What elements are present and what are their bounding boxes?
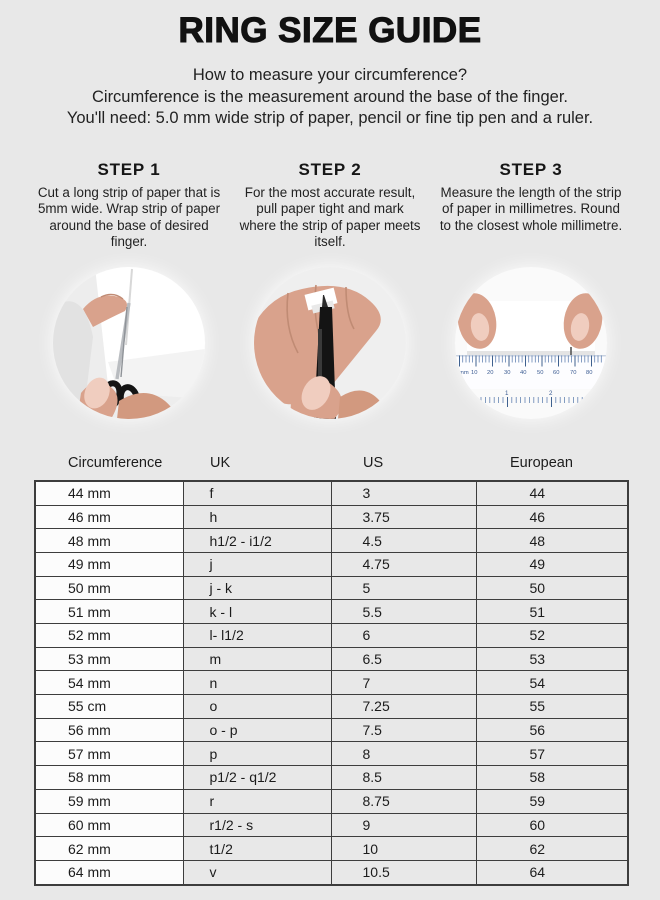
header-us: US (363, 454, 384, 471)
ruler-inch-unit-label: ins (461, 389, 469, 397)
cell-circumference: 54 mm (35, 671, 183, 695)
step-1 (29, 160, 230, 251)
step-3-photo-slot (431, 267, 632, 419)
table-row (35, 624, 628, 648)
cell-circumference: 53 mm (35, 647, 183, 671)
ruler-mm-50: 50 (537, 369, 544, 376)
photos-row (0, 267, 660, 419)
cell-circumference: 60 mm (35, 813, 183, 837)
cell-uk: l- l1/2 (183, 624, 331, 648)
cell-uk: j (183, 552, 331, 576)
header-uk: UK (210, 454, 231, 471)
cell-us: 7.25 (331, 695, 476, 719)
table-row (35, 647, 628, 671)
cell-uk: k - l (183, 600, 331, 624)
cell-us: 6.5 (331, 647, 476, 671)
header-circumference: Circumference (68, 454, 163, 471)
step-1-photo-slot (29, 267, 230, 419)
size-table-section (34, 455, 627, 886)
ruler-mm-80: 80 (586, 369, 593, 376)
cell-european: 62 (476, 837, 628, 861)
cell-circumference: 56 mm (35, 718, 183, 742)
cell-uk: t1/2 (183, 837, 331, 861)
step-2 (230, 160, 431, 251)
cell-circumference: 57 mm (35, 742, 183, 766)
cell-european: 55 (476, 695, 628, 719)
cell-uk: r (183, 789, 331, 813)
cell-us: 8.75 (331, 789, 476, 813)
ruler-mm-70: 70 (570, 369, 577, 376)
step-2-text: For the most accurate result, pull paper tight and mark where the strip of paper meets itself. (239, 184, 421, 250)
table-row (35, 552, 628, 576)
cell-us: 8 (331, 742, 476, 766)
cell-uk: h1/2 - i1/2 (183, 529, 331, 553)
table-row (35, 789, 628, 813)
table-row (35, 860, 628, 884)
scissors-photo-illustration (53, 267, 205, 419)
cell-circumference: 52 mm (35, 624, 183, 648)
cell-european: 57 (476, 742, 628, 766)
step-2-title: STEP 2 (298, 159, 362, 179)
step-2-photo-slot (230, 267, 431, 419)
cell-circumference: 44 mm (35, 481, 183, 505)
scissors-cutting-paper-photo (53, 267, 205, 419)
cell-uk: v (183, 860, 331, 884)
table-row (35, 671, 628, 695)
cell-european: 44 (476, 481, 628, 505)
cell-european: 48 (476, 529, 628, 553)
cell-us: 6 (331, 624, 476, 648)
ruler-mm-40: 40 (520, 369, 527, 376)
cell-uk: f (183, 481, 331, 505)
cell-us: 4.5 (331, 529, 476, 553)
ruler-inch-3: 3 (593, 389, 597, 397)
step-1-title: STEP 1 (97, 159, 161, 179)
cell-us: 5.5 (331, 600, 476, 624)
cell-circumference: 62 mm (35, 837, 183, 861)
cell-us: 7 (331, 671, 476, 695)
cell-uk: r1/2 - s (183, 813, 331, 837)
size-table-headers (34, 455, 627, 480)
steps-row (0, 160, 660, 251)
table-row (35, 695, 628, 719)
table-row (35, 505, 628, 529)
cell-us: 4.75 (331, 552, 476, 576)
cell-european: 56 (476, 718, 628, 742)
cell-us: 7.5 (331, 718, 476, 742)
cell-circumference: 59 mm (35, 789, 183, 813)
cell-european: 49 (476, 552, 628, 576)
table-row (35, 600, 628, 624)
step-3-title: STEP 3 (499, 159, 563, 179)
intro-line-1: How to measure your circumference? (192, 66, 468, 84)
intro-text (0, 65, 660, 130)
ruler-photo-illustration (455, 267, 607, 419)
table-row (35, 529, 628, 553)
size-table-body (35, 481, 628, 885)
intro-line-3: You'll need: 5.0 mm wide strip of paper, pencil or fine tip pen and a ruler. (66, 109, 594, 127)
table-row (35, 813, 628, 837)
cell-uk: p1/2 - q1/2 (183, 766, 331, 790)
header-european: European (510, 454, 573, 471)
ruler-measuring-photo (455, 267, 607, 419)
cell-uk: m (183, 647, 331, 671)
table-row (35, 742, 628, 766)
cell-circumference: 49 mm (35, 552, 183, 576)
table-row (35, 481, 628, 505)
cell-european: 46 (476, 505, 628, 529)
cell-us: 3 (331, 481, 476, 505)
cell-european: 54 (476, 671, 628, 695)
cell-european: 60 (476, 813, 628, 837)
table-row (35, 837, 628, 861)
cell-uk: j - k (183, 576, 331, 600)
cell-circumference: 46 mm (35, 505, 183, 529)
ruler-mm-30: 30 (504, 369, 511, 376)
ruler-inch-1: 1 (505, 389, 509, 397)
step-1-text: Cut a long strip of paper that is 5mm wide. Wrap strip of paper around the base of desired finger. (37, 184, 221, 250)
cell-circumference: 64 mm (35, 860, 183, 884)
cell-us: 5 (331, 576, 476, 600)
cell-circumference: 48 mm (35, 529, 183, 553)
table-row (35, 718, 628, 742)
cell-european: 53 (476, 647, 628, 671)
cell-us: 10 (331, 837, 476, 861)
cell-circumference: 51 mm (35, 600, 183, 624)
cell-uk: n (183, 671, 331, 695)
ruler-mm-10: 10 (471, 369, 478, 376)
cell-us: 10.5 (331, 860, 476, 884)
intro-line-2: Circumference is the measurement around the base of the finger. (91, 87, 568, 106)
cell-us: 8.5 (331, 766, 476, 790)
pen-photo-illustration (254, 267, 406, 419)
cell-uk: h (183, 505, 331, 529)
ruler-inch-2: 2 (549, 389, 553, 397)
pen-marking-paper-photo (254, 267, 406, 419)
ruler-mm-20: 20 (487, 369, 494, 376)
cell-circumference: 55 cm (35, 695, 183, 719)
ruler-mm-60: 60 (553, 369, 560, 376)
cell-european: 59 (476, 789, 628, 813)
table-row (35, 766, 628, 790)
cell-circumference: 58 mm (35, 766, 183, 790)
page-title: RING SIZE GUIDE (178, 11, 482, 50)
cell-european: 50 (476, 576, 628, 600)
cell-uk: o - p (183, 718, 331, 742)
cell-european: 58 (476, 766, 628, 790)
ring-size-table (34, 480, 629, 886)
cell-uk: o (183, 695, 331, 719)
step-3 (431, 160, 632, 251)
table-row (35, 576, 628, 600)
step-3-text: Measure the length of the strip of paper in millimetres. Round to the closest whole millimetre. (439, 184, 623, 233)
cell-european: 64 (476, 860, 628, 884)
cell-european: 51 (476, 600, 628, 624)
cell-circumference: 50 mm (35, 576, 183, 600)
ruler-mm-unit-label: mm (459, 369, 469, 376)
cell-european: 52 (476, 624, 628, 648)
cell-uk: p (183, 742, 331, 766)
cell-us: 9 (331, 813, 476, 837)
cell-us: 3.75 (331, 505, 476, 529)
